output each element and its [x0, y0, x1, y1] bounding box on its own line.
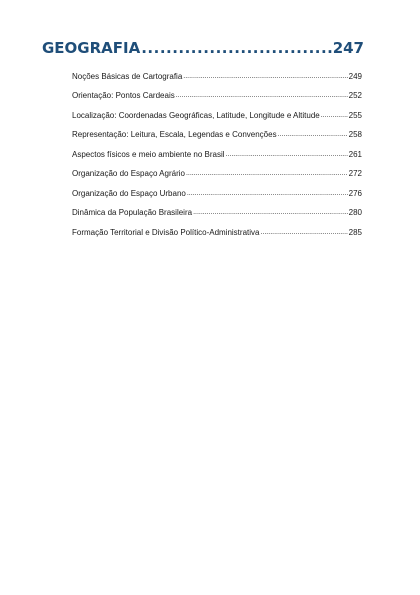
section-title: GEOGRAFIA: [42, 39, 141, 57]
dot-leader: [321, 111, 348, 121]
toc-entry-page: 285: [348, 227, 362, 237]
toc-entry-label: Organização do Espaço Urbano: [72, 188, 186, 198]
toc-entry[interactable]: [72, 101, 362, 121]
toc-entry-page: 258: [348, 130, 362, 139]
toc-entry[interactable]: [72, 82, 362, 102]
toc-entry-page: 280: [348, 208, 362, 217]
toc-entry[interactable]: [72, 179, 362, 199]
toc-entry[interactable]: [72, 62, 362, 82]
toc-entry-label: Dinâmica da População Brasileira: [72, 208, 193, 217]
section-heading[interactable]: [42, 38, 364, 58]
toc-entry[interactable]: [72, 140, 362, 160]
toc-entry-label: Representação: Leitura, Escala, Legendas e Convenções: [72, 130, 277, 139]
dot-leader: [183, 72, 347, 82]
toc-entry-page: 272: [348, 169, 362, 178]
toc-entry[interactable]: [72, 160, 362, 180]
section-page-number: 247: [332, 39, 364, 57]
dot-leader: [260, 228, 347, 238]
dot-leader: [226, 150, 348, 160]
toc-entry-page: 252: [348, 91, 362, 100]
toc-entry-page: 249: [348, 71, 362, 81]
toc-entry-page: 255: [348, 110, 362, 120]
dot-leader: [186, 169, 348, 179]
dot-leader: [176, 91, 348, 101]
dot-leader: [141, 38, 331, 58]
toc-entry-label: Aspectos físicos e meio ambiente no Brasil: [72, 149, 225, 159]
dot-leader: [193, 208, 348, 218]
toc-entry-label: Noções Básicas de Cartografia: [72, 71, 183, 81]
toc-entry-label: Organização do Espaço Agrário: [72, 169, 185, 178]
toc-entry[interactable]: [72, 199, 362, 219]
toc-entry[interactable]: [72, 121, 362, 141]
toc-entry-label: Formação Territorial e Divisão Político-Administrativa: [72, 227, 260, 237]
toc-entry-page: 261: [348, 149, 362, 159]
toc-entry-page: 276: [348, 188, 362, 198]
toc-entry[interactable]: [72, 218, 362, 238]
dot-leader: [278, 130, 348, 140]
dot-leader: [187, 189, 348, 199]
table-of-contents: [72, 62, 362, 238]
toc-entry-label: Localização: Coordenadas Geográficas, Latitude, Longitude e Altitude: [72, 110, 320, 120]
toc-entry-label: Orientação: Pontos Cardeais: [72, 91, 175, 100]
